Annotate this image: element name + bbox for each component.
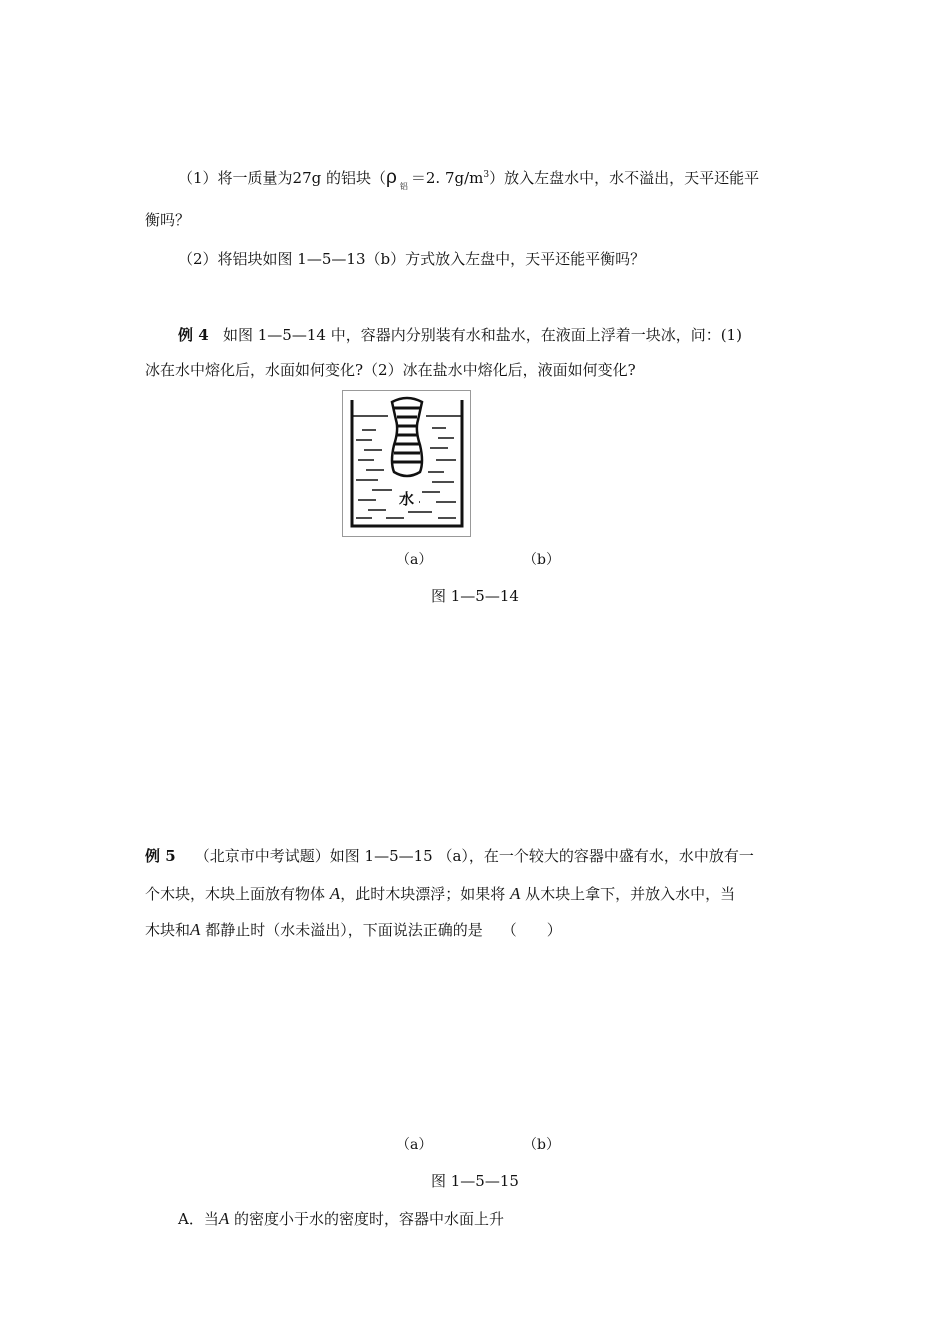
q1-part4: ）放入左盘水中，水不溢出，天平还能平 <box>489 169 760 187</box>
figure-1-5-15-label-b: （b） <box>523 1137 560 1153</box>
example-5-label: 例 5 <box>145 847 176 865</box>
example-5-line-3 <box>145 920 562 940</box>
q1-part3: ＝2. 7g/m <box>410 169 484 187</box>
example-5-text-3b: 都静止时（水未溢出），下面说法正确的是 <box>205 921 483 939</box>
variable-a: A <box>509 884 521 903</box>
q1-mass: 27g <box>292 169 322 187</box>
variable-a: A <box>190 920 201 939</box>
example-4-label: 例 4 <box>178 326 209 344</box>
question-1-line-1 <box>178 168 759 191</box>
example-5-text-2c: 从木块上拿下，并放入水中，当 <box>525 885 736 903</box>
answer-blank: （ ） <box>501 921 562 939</box>
variable-a: A <box>218 1209 230 1228</box>
ice-block <box>392 398 422 476</box>
option-a <box>178 1209 504 1229</box>
rho-symbol: ρ <box>386 167 397 188</box>
figure-1-5-14-caption: 图 1—5—14 <box>431 587 519 605</box>
exponent: 3 <box>483 170 490 180</box>
example-4-line-2: 冰在水中熔化后，水面如何变化?（2）冰在盐水中熔化后，液面如何变化? <box>145 361 636 379</box>
question-2: （2）将铝块如图 1—5—13（b）方式放入左盘中，天平还能平衡吗？ <box>178 250 646 268</box>
figure-1-5-15-caption: 图 1—5—15 <box>431 1172 519 1190</box>
example-4-text-1: 如图 1—5—14 中，容器内分别装有水和盐水，在液面上浮着一块冰，问：(1) <box>222 326 742 344</box>
example-5-line-2 <box>145 884 735 904</box>
question-1-line-2: 衡吗？ <box>145 211 191 229</box>
figure-1-5-14-label-a: （a） <box>396 552 433 568</box>
example-5-text-2a: 个木块，木块上面放有物体 <box>145 885 326 903</box>
figure-1-5-15-label-a: （a） <box>396 1137 433 1153</box>
rho-subscript: 铝 <box>399 182 408 191</box>
example-5-text-2b: ，此时木块漂浮；如果将 <box>340 885 506 903</box>
example-4-line-1 <box>178 325 742 345</box>
example-5-text-1: （北京市中考试题）如图 1—5—15 （a），在一个较大的容器中盛有水，水中放有一 <box>194 847 754 865</box>
q1-part1: （1）将一质量为 <box>178 169 293 187</box>
option-a-text: 的密度小于水的密度时，容器中水面上升 <box>234 1210 505 1228</box>
figure-1-5-14-label-b: （b） <box>523 552 560 568</box>
variable-a: A <box>329 884 341 903</box>
example-5-line-1 <box>145 846 754 866</box>
option-a-prefix: A．当 <box>178 1210 219 1228</box>
q1-part2: 的铝块（ <box>326 169 387 187</box>
figure-1-5-14-a <box>342 390 472 538</box>
water-label: 水 <box>399 490 415 508</box>
example-5-text-3a: 木块和 <box>145 921 191 939</box>
